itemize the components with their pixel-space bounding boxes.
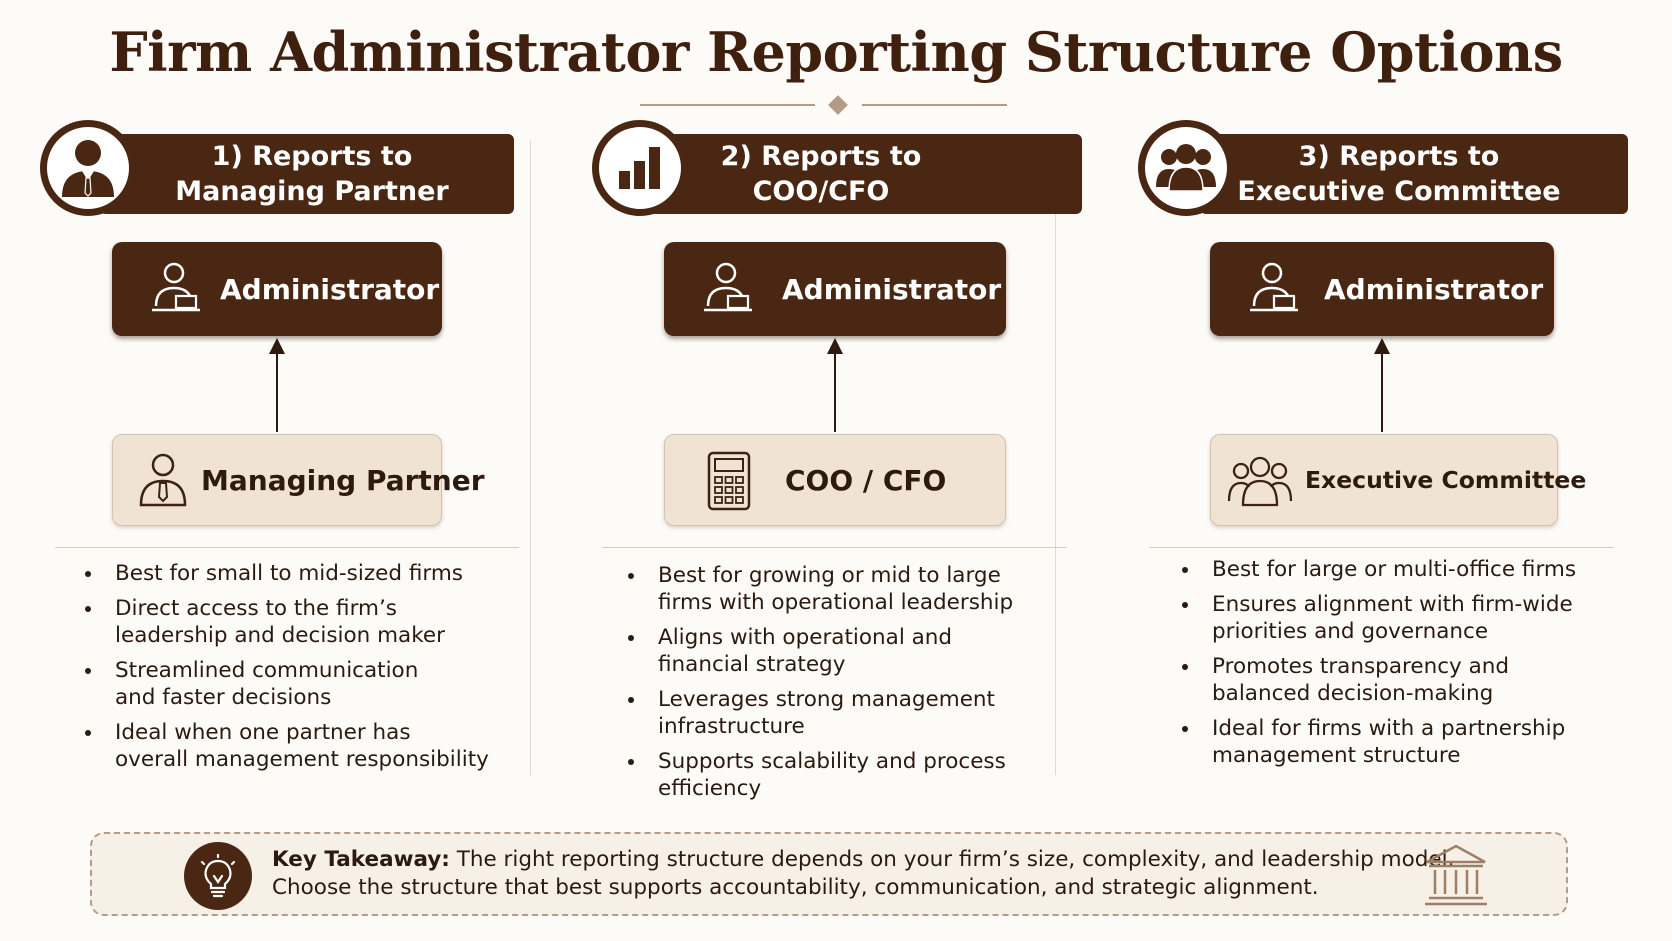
arrow-up-icon <box>269 338 285 354</box>
option-heading-line2: Managing Partner <box>175 176 449 207</box>
option-heading-line1: 2) Reports to <box>720 141 922 172</box>
administrator-icon <box>146 258 206 318</box>
option-banner <box>100 134 514 214</box>
arrow-line <box>276 352 278 432</box>
option-banner <box>1200 134 1628 214</box>
committee-icon <box>1227 451 1293 511</box>
benefits-list <box>598 562 1068 810</box>
list-item: Promotes transparency and balanced decision-making <box>1152 653 1632 707</box>
administrator-box <box>1210 242 1554 336</box>
section-separator <box>602 547 1066 548</box>
benefits-list <box>1152 556 1632 777</box>
administrator-label: Administrator <box>220 272 440 306</box>
administrator-box <box>664 242 1006 336</box>
list-item: Leverages strong management infrastructure <box>598 686 1068 740</box>
executive-committee-box <box>1210 434 1587 526</box>
option-heading-line1: 3) Reports to <box>1298 141 1500 172</box>
managing-partner-box <box>112 434 485 526</box>
list-item: Best for small to mid-sized firms <box>55 560 525 587</box>
list-item: Aligns with operational and financial strategy <box>598 624 1068 678</box>
list-item: Streamlined communication and faster decisions <box>55 657 525 711</box>
section-separator <box>1150 547 1614 548</box>
coo-cfo-label: COO / CFO <box>785 463 947 497</box>
key-takeaway-panel <box>90 832 1568 916</box>
page-title: Firm Administrator Reporting Structure Options <box>109 20 1563 84</box>
managing-partner-icon <box>133 451 193 511</box>
administrator-label: Administrator <box>1324 272 1544 306</box>
list-item: Ideal when one partner has overall management responsibility <box>55 719 525 773</box>
option-heading-line2: Executive Committee <box>1237 176 1561 207</box>
column-divider <box>530 140 531 775</box>
coo-cfo-box <box>664 434 1006 526</box>
administrator-label: Administrator <box>782 272 1002 306</box>
title-rule-left <box>640 104 815 106</box>
list-item: Ensures alignment with firm-wide priorities and governance <box>1152 591 1632 645</box>
bar-chart-icon <box>592 120 688 216</box>
list-item: Ideal for firms with a partnership management structure <box>1152 715 1632 769</box>
key-takeaway-line2: Choose the structure that best supports accountability, communication, and strategic alignment. <box>272 875 1319 900</box>
arrow-up-icon <box>827 338 843 354</box>
arrow-line <box>1381 352 1383 432</box>
executive-committee-label: Executive Committee <box>1305 466 1587 494</box>
key-takeaway-label: Key Takeaway: <box>272 847 450 872</box>
administrator-icon <box>1244 258 1304 318</box>
list-item: Supports scalability and process efficiency <box>598 748 1068 802</box>
option-banner <box>650 134 1082 214</box>
key-takeaway-text <box>272 846 1454 902</box>
list-item: Direct access to the firm’s leadership and decision maker <box>55 595 525 649</box>
lightbulb-icon <box>184 842 252 910</box>
option-heading-line1: 1) Reports to <box>211 141 413 172</box>
title-rule-right <box>862 104 1007 106</box>
arrow-up-icon <box>1374 338 1390 354</box>
list-item: Best for growing or mid to large firms with operational leadership <box>598 562 1068 616</box>
building-icon <box>1423 842 1489 908</box>
group-icon <box>1138 120 1234 216</box>
title-diamond <box>828 95 848 115</box>
list-item: Best for large or multi-office firms <box>1152 556 1632 583</box>
administrator-icon <box>698 258 758 318</box>
option-heading-line2: COO/CFO <box>752 176 890 207</box>
businessman-icon <box>40 120 136 216</box>
managing-partner-label: Managing Partner <box>201 463 485 497</box>
benefits-list <box>55 560 525 781</box>
administrator-box <box>112 242 442 336</box>
calculator-icon <box>699 451 759 511</box>
key-takeaway-line1: The right reporting structure depends on your firm’s size, complexity, and leadership model. <box>449 847 1455 872</box>
arrow-line <box>834 352 836 432</box>
section-separator <box>55 547 519 548</box>
